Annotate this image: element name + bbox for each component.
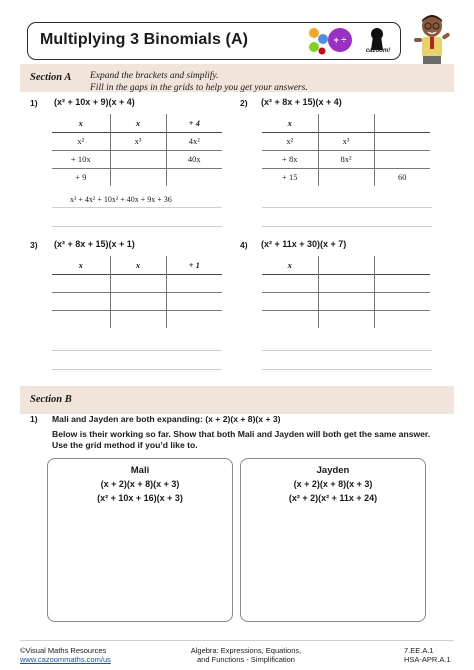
student-name: Jayden <box>316 465 350 476</box>
grid-cell: x <box>287 259 292 270</box>
question-expression: (x² + 8x + 15)(x + 1) <box>54 239 135 249</box>
section-b-question: Mali and Jayden are both expanding: (x + 2)(x + 8)(x + 3) <box>52 414 281 424</box>
section-a-instructions <box>90 70 308 94</box>
grid-cell: x <box>110 256 166 274</box>
jayden-working-card <box>240 458 426 622</box>
answer-line <box>52 226 222 227</box>
section-b-bar <box>20 386 454 414</box>
mali-working-card <box>47 458 233 622</box>
grid-cell <box>110 274 166 292</box>
grid-cell: 4x² <box>166 132 222 150</box>
grid-cell <box>110 168 166 186</box>
grid-cell <box>374 132 430 150</box>
grid-cell <box>318 292 374 310</box>
grid-cell <box>110 310 166 328</box>
grid-cell <box>262 274 318 292</box>
question-number: 2) <box>240 98 248 108</box>
grid-method-table <box>262 114 430 186</box>
grid-cell <box>110 292 166 310</box>
grid-method-table <box>262 256 430 328</box>
question-expression: (x² + 10x + 9)(x + 4) <box>54 97 135 107</box>
grid-cell <box>374 274 430 292</box>
section-b-instruction: Use the grid method if you’d like to. <box>52 440 198 450</box>
grid-cell <box>262 310 318 328</box>
working-line: (x² + 10x + 16)(x + 3) <box>97 493 183 503</box>
answer-line <box>262 369 432 370</box>
question-number: 3) <box>30 240 38 250</box>
section-b-instruction: Below is their working so far. Show that both Mali and Jayden will both get the same answer. <box>52 429 431 439</box>
grid-cell: + 1 <box>166 256 222 274</box>
grid-cell <box>318 256 374 274</box>
answer-line <box>52 207 222 208</box>
grid-cell <box>318 168 374 186</box>
working-line: (x² + 2)(x² + 11x + 24) <box>288 493 378 503</box>
grid-cell <box>374 114 430 132</box>
grid-cell: x³ <box>110 132 166 150</box>
brand-name: cazoom! <box>365 48 391 54</box>
footer-topic <box>186 646 306 664</box>
footer-standards <box>404 646 451 664</box>
grid-cell <box>318 310 374 328</box>
answer-line <box>52 350 222 351</box>
grid-cell: x <box>78 259 83 270</box>
grid-cell <box>166 310 222 328</box>
answer-line <box>262 207 432 208</box>
instruction-line: Expand the brackets and simplify. <box>90 71 219 81</box>
grid-cell: 60 <box>374 168 430 186</box>
grid-cell <box>52 274 110 292</box>
operations-logo-icon: + ÷ <box>328 28 352 52</box>
working-line: (x + 2)(x + 8)(x + 3) <box>100 479 180 489</box>
instruction-line: Fill in the gaps in the grids to help you get your answers. <box>90 83 308 93</box>
grid-method-table <box>52 114 222 186</box>
question-number: 1) <box>30 414 38 424</box>
question-number: 1) <box>30 98 38 108</box>
section-a-label: Section A <box>30 72 72 83</box>
answer-line <box>262 350 432 351</box>
grid-cell <box>166 274 222 292</box>
student-name: Mali <box>130 465 150 476</box>
grid-cell <box>52 292 110 310</box>
grid-cell: + 15 <box>262 168 318 186</box>
answer-text: x³ + 4x² + 10x² + 40x + 9x + 36 <box>70 195 172 204</box>
section-b-label: Section B <box>30 394 72 405</box>
question-expression: (x² + 11x + 30)(x + 7) <box>261 239 347 249</box>
grid-cell <box>52 310 110 328</box>
grid-cell: + 10x <box>52 150 110 168</box>
grid-cell <box>374 256 430 274</box>
topic-line: Algebra: Expressions, Equations, <box>190 646 302 655</box>
answer-line <box>262 226 432 227</box>
question-number: 4) <box>240 240 248 250</box>
grid-cell: + 9 <box>52 168 110 186</box>
grid-cell: + 4 <box>166 114 222 132</box>
grid-cell <box>110 150 166 168</box>
grid-cell <box>166 168 222 186</box>
grid-cell <box>374 310 430 328</box>
grid-cell: 8x² <box>318 150 374 168</box>
topic-line: and Functions - Simplification <box>197 655 295 664</box>
grid-cell: x³ <box>318 132 374 150</box>
grid-cell: x <box>287 117 292 128</box>
grid-cell <box>318 274 374 292</box>
copyright-text: ©Visual Maths Resources <box>20 646 107 655</box>
footer-divider <box>20 640 454 641</box>
grid-method-table <box>52 256 222 328</box>
working-line: (x + 2)(x + 8)(x + 3) <box>293 479 373 489</box>
grid-cell <box>374 150 430 168</box>
grid-cell: + 8x <box>262 150 318 168</box>
website-link[interactable]: www.cazoommaths.com/us <box>20 655 111 664</box>
grid-cell <box>262 292 318 310</box>
grid-cell: x² <box>52 132 110 150</box>
question-expression: (x² + 8x + 15)(x + 4) <box>261 97 342 107</box>
grid-cell: x <box>110 114 166 132</box>
grid-cell: x² <box>262 132 318 150</box>
standard-code: HSA-APR.A.1 <box>404 655 451 664</box>
number-dots-icon <box>307 27 329 55</box>
answer-line <box>52 369 222 370</box>
grid-cell: 40x <box>166 150 222 168</box>
grid-cell <box>166 292 222 310</box>
grid-cell: x <box>78 117 83 128</box>
footer-left <box>20 646 111 664</box>
grid-cell <box>318 114 374 132</box>
standard-code: 7.EE.A.1 <box>404 646 434 655</box>
page-title: Multiplying 3 Binomials (A) <box>40 31 249 48</box>
grid-cell <box>374 292 430 310</box>
